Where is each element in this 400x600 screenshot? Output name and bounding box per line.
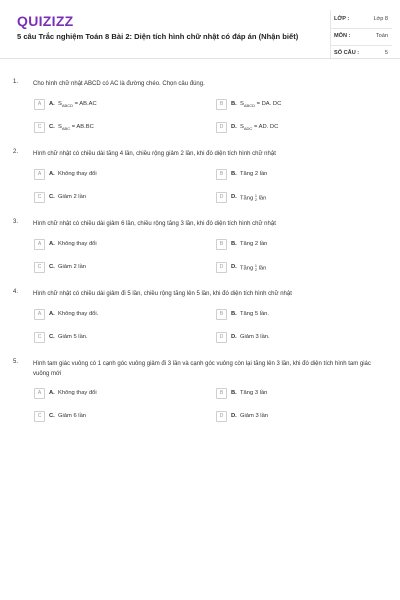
option-letter: B. xyxy=(231,390,237,396)
option-text: Giảm 3 lần xyxy=(240,413,269,419)
option-letter: D. xyxy=(231,264,237,270)
option-box: B xyxy=(216,239,227,250)
option-letter: C. xyxy=(49,334,55,340)
option-text: Giảm 2 lần xyxy=(58,264,87,270)
fraction: 1 2 xyxy=(254,194,257,202)
meta-label: SỐ CÂU : xyxy=(334,50,360,56)
option-text: Tăng 3 lần xyxy=(240,390,268,396)
option-text: Không thay đổi xyxy=(58,171,97,177)
option-box: A xyxy=(34,169,45,180)
option-box: D xyxy=(216,411,227,422)
option-letter: B. xyxy=(231,311,237,317)
meta-row-subject xyxy=(330,29,392,46)
meta-value: Toán xyxy=(375,33,388,39)
option-text: $S_{ABCD}$ = DA. DC xyxy=(240,101,282,109)
fraction: 1 2 xyxy=(254,264,257,272)
option-letter: B. xyxy=(231,241,237,247)
option-box: A xyxy=(34,99,45,110)
option-text: Giảm 3 lần. xyxy=(240,334,270,340)
option-letter: A. xyxy=(49,390,55,396)
option-letter: D. xyxy=(231,334,237,340)
option-letter: D. xyxy=(231,413,237,419)
meta-row-count xyxy=(330,46,392,62)
meta-value: 5 xyxy=(384,50,388,56)
option-box: D xyxy=(216,262,227,273)
option-text: Tăng 1 2 lần xyxy=(240,194,267,202)
option-box: D xyxy=(216,332,227,343)
question-number: 3. xyxy=(13,219,19,225)
option-box: B xyxy=(216,309,227,320)
option-box: A xyxy=(34,309,45,320)
option-box: C xyxy=(34,192,45,203)
option-box: C xyxy=(34,411,45,422)
option-text: $S_{ABC} = AB.BC$ xyxy=(58,124,94,132)
option-letter: B. xyxy=(231,101,237,107)
question-number: 2. xyxy=(13,149,19,155)
option-box: C xyxy=(34,262,45,273)
option-letter: B. xyxy=(231,171,237,177)
option-text: Tăng 2 lần xyxy=(240,171,268,177)
option-letter: A. xyxy=(49,241,55,247)
meta-value: Lớp 8 xyxy=(373,16,388,22)
option-box: A xyxy=(34,388,45,399)
meta-label: MÔN : xyxy=(334,33,351,39)
option-text: $S_{ABCD} = AB.AC$ xyxy=(58,101,97,109)
option-box: A xyxy=(34,239,45,250)
option-letter: A. xyxy=(49,101,55,107)
option-text: Không thay đổi xyxy=(58,241,97,247)
meta-info xyxy=(330,12,392,62)
question-text: Hình chữ nhật có chiều dài tăng 4 lần, chiều rộng giảm 2 lần, khi đó diện tích hình chữ nhật xyxy=(33,151,276,157)
question-number: 4. xyxy=(13,289,19,295)
option-text: Không thay đổi xyxy=(58,390,97,396)
option-letter: D. xyxy=(231,124,237,130)
option-box: B xyxy=(216,388,227,399)
option-box: D xyxy=(216,192,227,203)
question-number: 1. xyxy=(13,79,19,85)
option-text: Giảm 2 lần xyxy=(58,194,87,200)
meta-label: LỚP : xyxy=(334,16,350,22)
option-text: Giảm 6 lần xyxy=(58,413,87,419)
option-text: Tăng 1 2 lần xyxy=(240,264,267,272)
option-letter: A. xyxy=(49,171,55,177)
option-letter: C. xyxy=(49,264,55,270)
option-text: Tăng 2 lần xyxy=(240,241,268,247)
meta-row-class xyxy=(330,12,392,29)
option-letter: C. xyxy=(49,194,55,200)
worksheet-title: 5 câu Trắc nghiệm Toán 8 Bài 2: Diện tích hình chữ nhật có đáp án (Nhận biết) xyxy=(17,32,299,41)
option-text: Tăng 5 lần. xyxy=(240,311,270,317)
option-text: Giảm 5 lần. xyxy=(58,334,88,340)
quizizz-logo: QUIZIZZ xyxy=(17,13,74,29)
option-box: C xyxy=(34,332,45,343)
option-letter: D. xyxy=(231,194,237,200)
option-box: C xyxy=(34,122,45,133)
option-box: B xyxy=(216,169,227,180)
question-text: Hình chữ nhật có chiều dài giảm 6 lần, chiều rộng tăng 3 lần, khi đó diện tích hình chữ nhật xyxy=(33,221,276,227)
option-letter: C. xyxy=(49,124,55,130)
option-box: D xyxy=(216,122,227,133)
option-text: Không thay đổi. xyxy=(58,311,99,317)
option-letter: A. xyxy=(49,311,55,317)
question-text: Hình tam giác vuông có 1 cạnh góc vuông giảm đi 3 lần và cạnh góc vuông còn lại tăng lên 3 lần, khi đó diện tích hình tam giác vuông mới xyxy=(33,361,371,377)
question-text: Cho hình chữ nhật ABCD có AC là đường chéo. Chọn câu đúng. xyxy=(33,81,205,87)
option-letter: C. xyxy=(49,413,55,419)
worksheet-header xyxy=(0,0,400,59)
question-number: 5. xyxy=(13,359,19,365)
question-text: Hình chữ nhật có chiều dài giảm đi 5 lần, chiều rộng tăng lên 5 lần, khi đó diện tích hình chữ nhật xyxy=(33,291,292,297)
option-text: $S_{ADC}$ = AD. DC xyxy=(240,124,279,132)
option-box: B xyxy=(216,99,227,110)
